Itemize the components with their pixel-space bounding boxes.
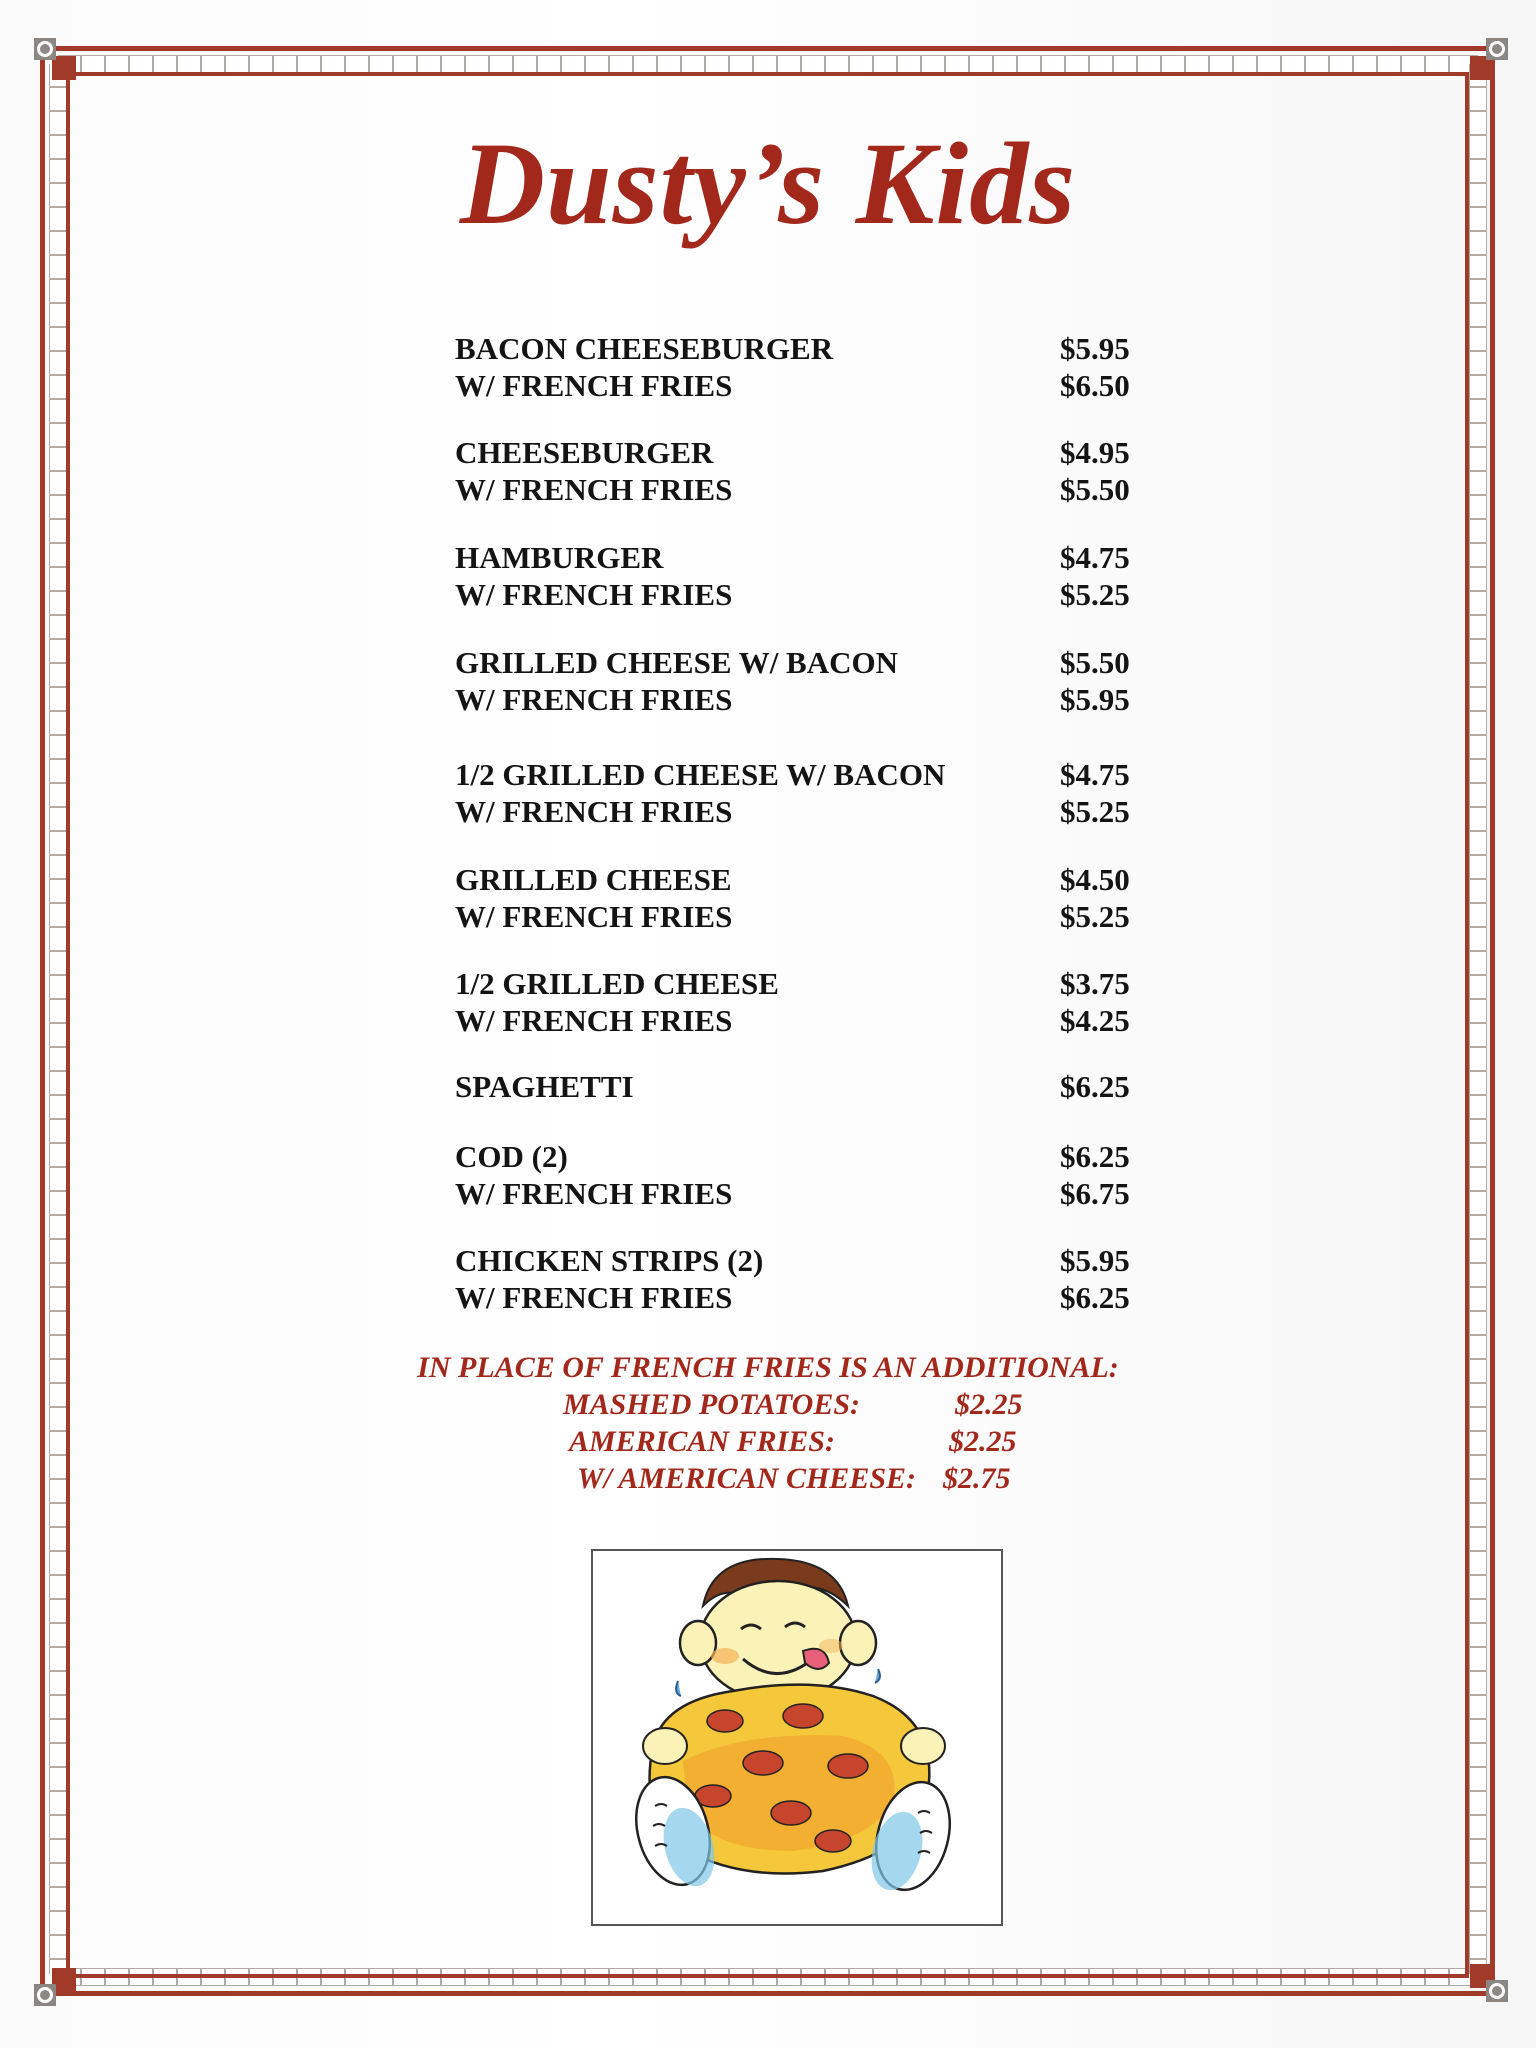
item-price: $4.75 <box>1060 540 1130 575</box>
item-name: GRILLED CHEESE W/ BACON <box>455 645 899 680</box>
item-sub-price: $5.25 <box>1060 899 1130 934</box>
item-sub-name: W/ FRENCH FRIES <box>455 1176 733 1211</box>
item-sub-price: $5.25 <box>1060 577 1130 612</box>
addon-name: AMERICAN FRIES: <box>569 1425 835 1458</box>
item-name: BACON CHEESEBURGER <box>455 331 834 366</box>
item-price: $4.75 <box>1060 757 1130 792</box>
item-sub-name: W/ FRENCH FRIES <box>455 682 733 717</box>
item-price: $5.95 <box>1060 1243 1130 1278</box>
item-name: 1/2 GRILLED CHEESE <box>455 966 779 1001</box>
item-price: $5.50 <box>1060 645 1130 680</box>
item-name: SPAGHETTI <box>455 1069 634 1104</box>
item-sub-name: W/ FRENCH FRIES <box>455 1280 733 1315</box>
item-sub-name: W/ FRENCH FRIES <box>455 1003 733 1038</box>
item-name: 1/2 GRILLED CHEESE W/ BACON <box>455 757 946 792</box>
addon-price: $2.25 <box>949 1425 1017 1458</box>
addon-name: W/ AMERICAN CHEESE: <box>577 1462 917 1495</box>
item-name: CHICKEN STRIPS (2) <box>455 1243 764 1278</box>
item-price: $3.75 <box>1060 966 1130 1001</box>
frame-tile-strip-left <box>49 64 67 1974</box>
corner-ornament-icon <box>34 1964 80 2010</box>
item-sub-price: $6.50 <box>1060 368 1130 403</box>
item-sub-price: $5.95 <box>1060 682 1130 717</box>
addon-heading: IN PLACE OF FRENCH FRIES IS AN ADDITIONAL: <box>417 1351 1119 1384</box>
item-sub-name: W/ FRENCH FRIES <box>455 368 733 403</box>
item-sub-name: W/ FRENCH FRIES <box>455 794 733 829</box>
item-sub-name: W/ FRENCH FRIES <box>455 577 733 612</box>
addon-price: $2.75 <box>943 1462 1011 1495</box>
item-sub-name: W/ FRENCH FRIES <box>455 472 733 507</box>
item-sub-name: W/ FRENCH FRIES <box>455 899 733 934</box>
item-name: COD (2) <box>455 1139 568 1174</box>
item-name: CHEESEBURGER <box>455 435 714 470</box>
item-price: $5.95 <box>1060 331 1130 366</box>
item-name: HAMBURGER <box>455 540 664 575</box>
item-price: $4.50 <box>1060 862 1130 897</box>
corner-ornament-icon <box>34 38 80 84</box>
corner-ornament-icon <box>1466 38 1512 84</box>
illustration-frame <box>591 1549 1003 1926</box>
frame-tile-strip-top <box>58 55 1478 73</box>
addon-name: MASHED POTATOES: <box>563 1388 861 1421</box>
corner-ornament-icon <box>1466 1960 1512 2006</box>
frame-tile-strip-right <box>1469 64 1487 1974</box>
item-price: $6.25 <box>1060 1069 1130 1104</box>
item-price: $4.95 <box>1060 435 1130 470</box>
item-sub-price: $4.25 <box>1060 1003 1130 1038</box>
item-sub-price: $5.25 <box>1060 794 1130 829</box>
menu-title: Dusty’s Kids <box>459 118 1077 249</box>
item-sub-price: $5.50 <box>1060 472 1130 507</box>
item-price: $6.25 <box>1060 1139 1130 1174</box>
addon-price: $2.25 <box>955 1388 1023 1421</box>
item-sub-price: $6.25 <box>1060 1280 1130 1315</box>
item-sub-price: $6.75 <box>1060 1176 1130 1211</box>
item-name: GRILLED CHEESE <box>455 862 732 897</box>
boy-eating-pizza-icon <box>593 1551 1001 1924</box>
